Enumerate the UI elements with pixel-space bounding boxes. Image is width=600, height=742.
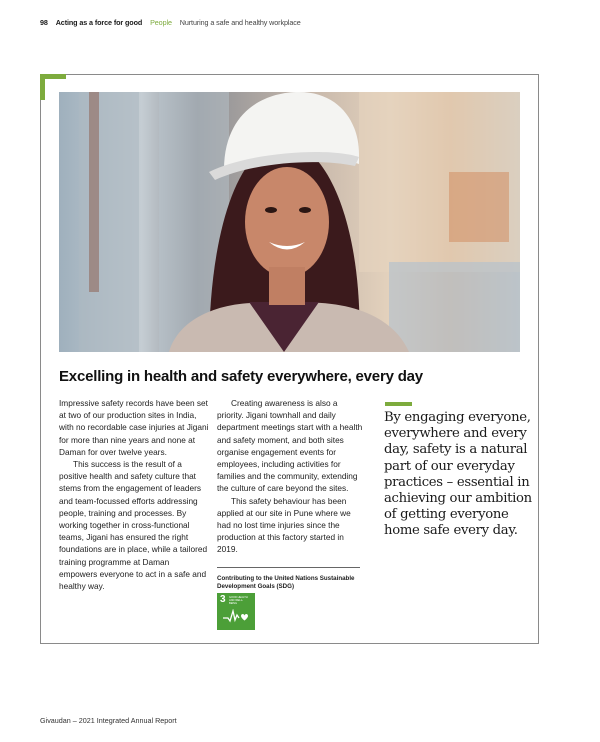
heartbeat-icon <box>223 609 249 623</box>
page-header <box>40 18 301 27</box>
worker-portrait-image <box>59 92 520 352</box>
body-column-2 <box>217 397 365 556</box>
paragraph: This success is the result of a positive health and safety culture that stems from the engagement of leaders and team-focussed efforts addressing people, training and processes. By working together in cross-functional teams, Jigani has ensured the right foundations are in place, while a tailored training programme at Daman empowers everyone to act in a safe and healthy way. <box>59 459 208 592</box>
article-title: Excelling in health and safety everywhere, every day <box>59 368 423 385</box>
sdg-caption: Contributing to the United Nations Sustainable Development Goals (SDG) <box>217 575 355 590</box>
subsection-title: Nurturing a safe and healthy workplace <box>179 18 301 27</box>
paragraph: Impressive safety records have been set at two of our production sites in India, with no recordable case injuries at Jigani for more than nine years and none at Daman for over twelve years. <box>59 398 209 457</box>
page-number: 98 <box>40 18 48 27</box>
page-footer: Givaudan – 2021 Integrated Annual Report <box>40 716 177 725</box>
corner-accent-vertical <box>40 74 45 100</box>
category-label: People <box>150 18 172 27</box>
section-title: Acting as a force for good <box>55 18 143 27</box>
paragraph: This safety behaviour has been applied at our site in Pune where we had no lost time injuries since the production at this factory started in 2019. <box>217 495 351 555</box>
divider <box>217 567 360 568</box>
sdg-number: 3 <box>220 594 226 605</box>
body-column-1 <box>59 397 209 592</box>
sdg-badge <box>217 593 255 630</box>
paragraph: Creating awareness is also a priority. Jigani townhall and daily department meetings start with a health and safety moment, and both sites organise engagement events for employees, including activities for families and the community, extending the culture of care beyond the sites. <box>217 398 363 494</box>
quote-accent-bar <box>385 402 412 406</box>
pull-quote: By engaging everyone, everywhere and every day, safety is a natural part of our everyday practices – essential in achieving our ambition of getting everyone home safe every day. <box>384 410 532 539</box>
sdg-label: GOOD HEALTH AND WELL-BEING <box>229 596 248 605</box>
hero-photo <box>59 92 520 352</box>
